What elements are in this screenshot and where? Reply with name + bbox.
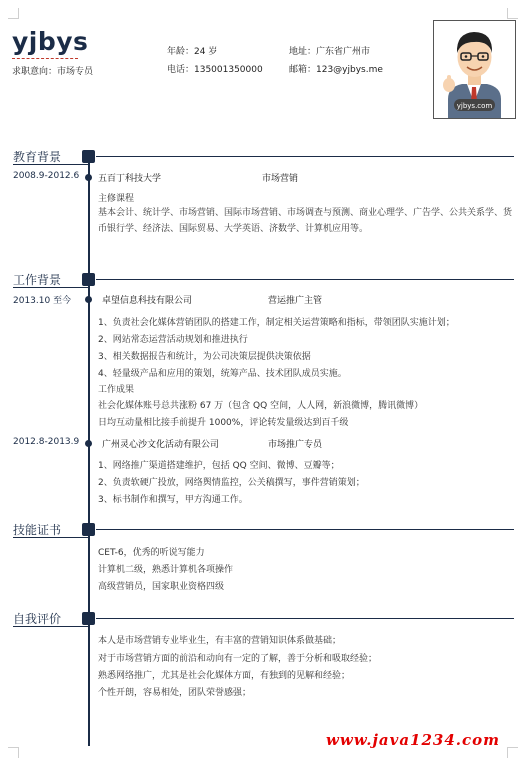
section-marker bbox=[82, 523, 95, 536]
timeline-axis bbox=[88, 156, 90, 746]
job-intent: 求职意向：市场专员 bbox=[12, 67, 94, 77]
work-date: 2012.8-2013.9 bbox=[13, 437, 80, 447]
education-school: 五百丁科技大学 bbox=[98, 174, 162, 184]
section-divider bbox=[96, 618, 514, 619]
age-info: 年龄：24 岁 bbox=[167, 47, 218, 57]
corner-mark-bottom-left bbox=[8, 747, 19, 758]
section-title-skills: 技能证书 bbox=[13, 523, 62, 537]
corner-mark-bottom-right bbox=[507, 747, 518, 758]
work-item: 2、负责软硬广投放，网络舆情监控，公关稿撰写，事件营销策划； bbox=[98, 478, 365, 488]
site-watermark: www.java1234.com bbox=[326, 731, 501, 749]
work-item: 1、网络推广渠道搭建维护，包括 QQ 空间、微博、豆瓣等； bbox=[98, 461, 340, 471]
corner-mark-top-right bbox=[507, 8, 518, 19]
work-item: 2、网站常态运营活动规划和推进执行 bbox=[98, 335, 248, 345]
section-divider bbox=[96, 529, 514, 530]
self-item: 个性开朗，容易相处，团队荣誉感强； bbox=[98, 688, 252, 698]
section-marker bbox=[82, 612, 95, 625]
courses-list: 基本会计、统计学、市场营销、国际市场营销、市场调查与预测、商业心理学、广告学、公共关系学、货币银行学、经济法、国际贸易、大学英语、济数学、计算机应用等。 bbox=[98, 208, 513, 234]
work-date: 2013.10 至今 bbox=[13, 296, 72, 306]
work-item: 3、相关数据报告和统计，为公司决策层提供决策依据 bbox=[98, 352, 311, 362]
timeline-dot bbox=[85, 174, 92, 181]
courses-label: 主修课程 bbox=[98, 194, 135, 204]
section-title-education: 教育背景 bbox=[13, 150, 62, 164]
work-company: 卓望信息科技有限公司 bbox=[102, 296, 193, 306]
self-item: 对于市场营销方面的前沿和动向有一定的了解，善于分析和吸取经验； bbox=[98, 654, 378, 664]
section-divider bbox=[13, 626, 88, 627]
phone-info: 电话：135001350000 bbox=[167, 65, 263, 75]
skill-item: CET-6，优秀的听说写能力 bbox=[98, 548, 205, 558]
spellcheck-underline bbox=[12, 58, 78, 59]
candidate-name: yjbys bbox=[12, 27, 89, 56]
education-major: 市场营销 bbox=[262, 174, 299, 184]
section-divider bbox=[13, 164, 88, 165]
profile-photo bbox=[433, 20, 516, 119]
self-item: 本人是市场营销专业毕业生，有丰富的营销知识体系做基础； bbox=[98, 636, 342, 646]
section-divider bbox=[96, 279, 514, 280]
work-item: 社会化媒体账号总共涨粉 67 万（包含 QQ 空间，人人网，新浪微博，腾讯微博） bbox=[98, 401, 424, 411]
work-item: 3、标书制作和撰写，甲方沟通工作。 bbox=[98, 495, 248, 505]
section-divider bbox=[13, 287, 88, 288]
email-info: 邮箱：123@yjbys.me bbox=[289, 65, 383, 75]
education-date: 2008.9-2012.6 bbox=[13, 171, 80, 181]
section-marker bbox=[82, 150, 95, 163]
section-divider bbox=[13, 537, 88, 538]
work-item: 4、轻量级产品和应用的策划，统筹产品、技术团队成员实施。 bbox=[98, 369, 347, 379]
address-info: 地址：广东省广州市 bbox=[289, 47, 371, 57]
section-title-work: 工作背景 bbox=[13, 273, 62, 287]
skill-item: 高级营销员，国家职业资格四级 bbox=[98, 582, 225, 592]
section-title-self: 自我评价 bbox=[13, 612, 62, 626]
section-marker bbox=[82, 273, 95, 286]
self-item: 熟悉网络推广，尤其是社会化媒体方面，有独到的见解和经验； bbox=[98, 671, 351, 681]
work-item: 日均互动量相比接手前提升 1000%，评论转发量级达到百千级 bbox=[98, 418, 349, 428]
section-divider bbox=[96, 156, 514, 157]
work-item: 1、负责社会化媒体营销团队的搭建工作，制定相关运营策略和指标，带领团队实施计划； bbox=[98, 318, 455, 328]
avatar-cartoon-icon bbox=[434, 21, 515, 118]
skill-item: 计算机二级，熟悉计算机各项操作 bbox=[98, 565, 234, 575]
work-title: 市场推广专员 bbox=[268, 440, 323, 450]
work-title: 营运推广主管 bbox=[268, 296, 323, 306]
work-company: 广州灵心沙文化活动有限公司 bbox=[102, 440, 220, 450]
corner-mark-top-left bbox=[8, 8, 19, 19]
timeline-dot bbox=[85, 440, 92, 447]
work-results-label: 工作成果 bbox=[98, 385, 135, 395]
photo-caption: yjbys.com bbox=[456, 102, 493, 110]
timeline-dot bbox=[85, 296, 92, 303]
